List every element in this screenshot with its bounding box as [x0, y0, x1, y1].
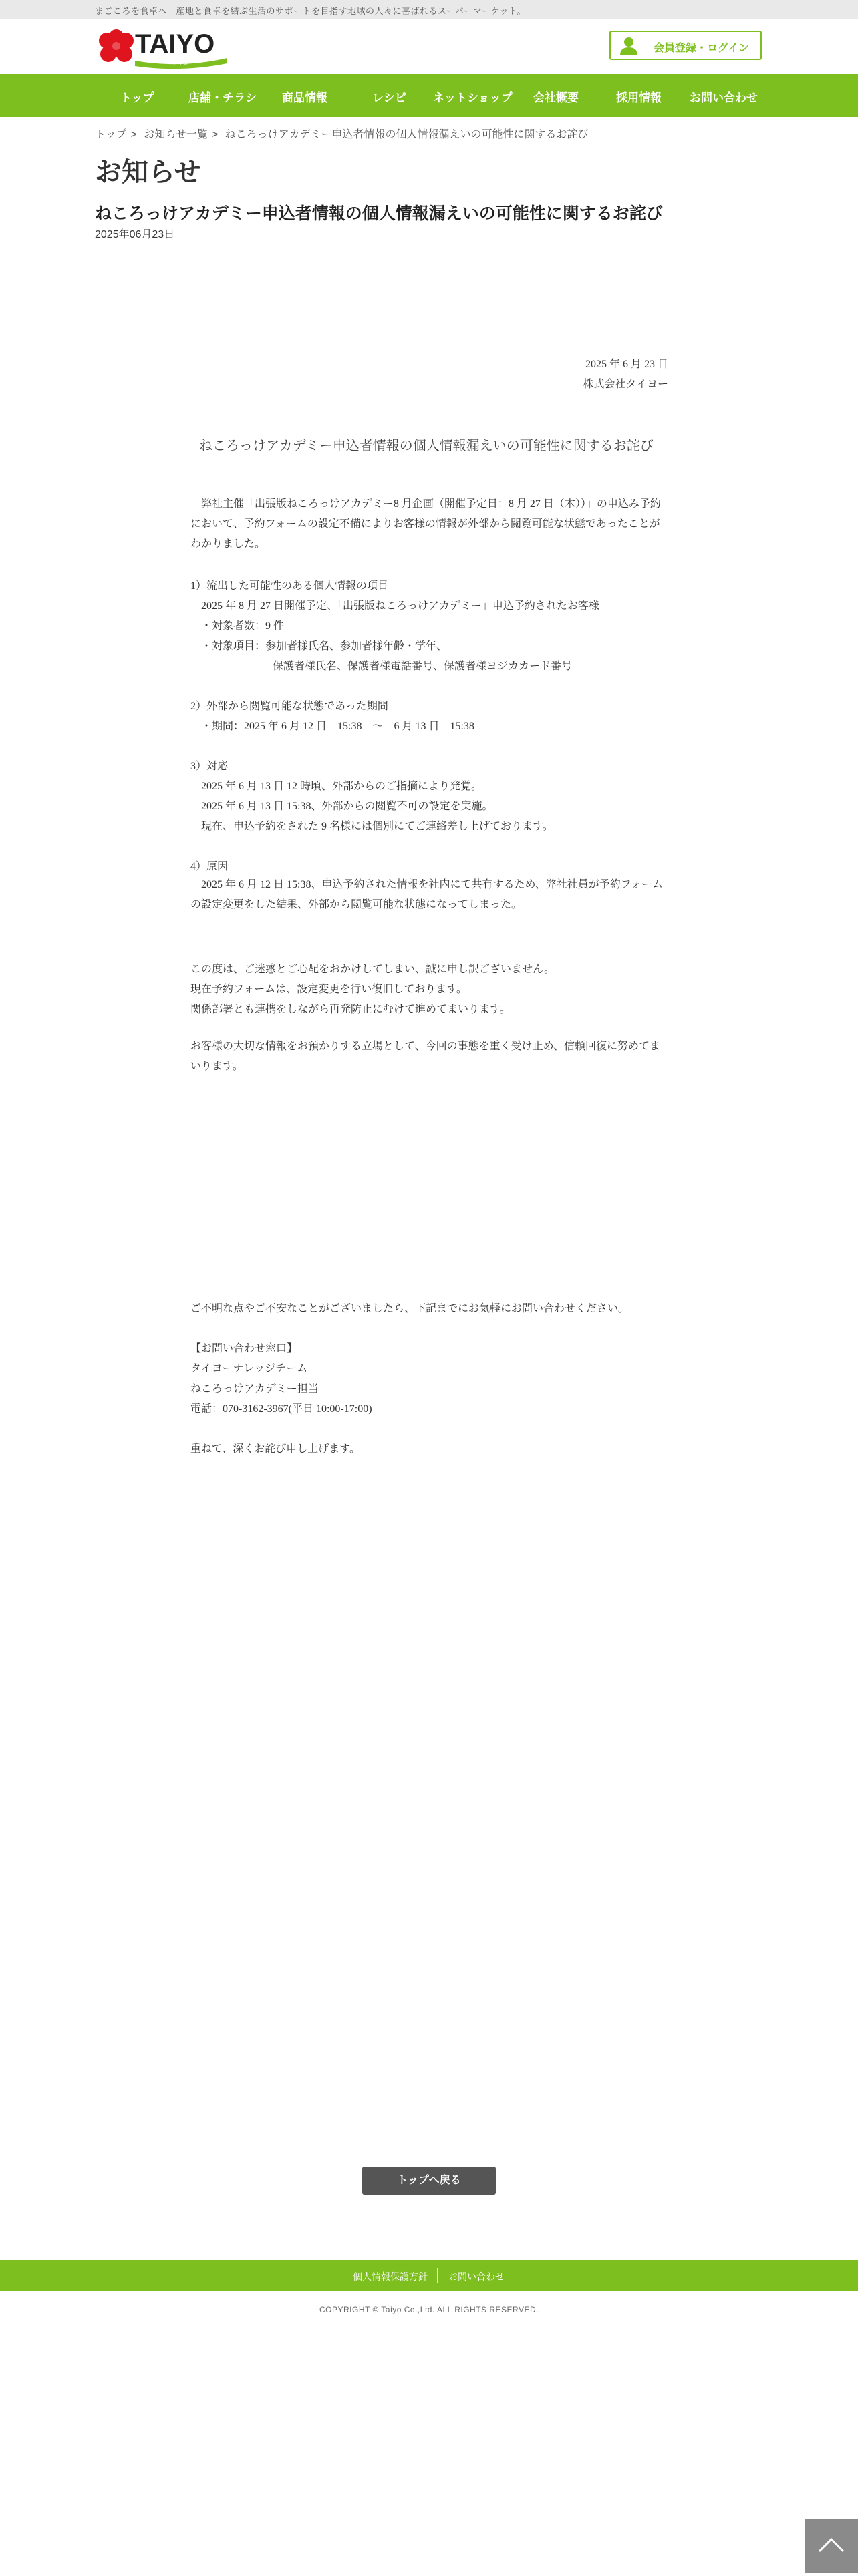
contact-heading: 【お問い合わせ窓口】 [190, 1343, 298, 1354]
nav-item-net-shop[interactable]: ネットショップ [433, 91, 513, 104]
section1-heading: 1）流出した可能性のある個人情報の項目 [190, 580, 389, 592]
nav-item-products[interactable]: 商品情報 [282, 91, 327, 104]
letter-company: 株式会社タイヨー [583, 379, 668, 390]
section1-line: 2025 年 8 月 27 日開催予定、「出張版ねころっけアカデミー」申込予約されたお客様 [190, 600, 599, 612]
back-to-top-button[interactable]: トップへ戻る [362, 2167, 496, 2195]
section3-line: 現在、申込予約をされた 9 名様には個別にてご連絡差し上げております。 [190, 821, 553, 832]
commitment-paragraph: お客様の大切な情報をお預かりする立場として、今回の事態を重く受け止め、信頼回復に努めてまいります。 [190, 1041, 661, 1072]
letter-subject: ねころっけアカデミー申込者情報の個人情報漏えいの可能性に関するお詫び [199, 439, 654, 453]
breadcrumb-link-news[interactable]: お知らせ一覧 [144, 129, 208, 140]
section2-heading: 2）外部から閲覧可能な状態であった期間 [190, 701, 388, 712]
member-login-label: 会員登録・ログイン [654, 43, 750, 54]
copyright: COPYRIGHT © Taiyo Co.,Ltd. ALL RIGHTS RESERVED. [319, 2305, 539, 2314]
article-title: ねころっけアカデミー申込者情報の個人情報漏えいの可能性に関するお詫び [95, 204, 663, 223]
breadcrumb-current: ねころっけアカデミー申込者情報の個人情報漏えいの可能性に関するお詫び [225, 129, 589, 140]
section1-line: ・対象者数：9 件 [190, 620, 285, 632]
footer-divider [437, 2268, 438, 2283]
nav-item-careers[interactable]: 採用情報 [616, 91, 662, 104]
closing-line: 重ねて、深くお詫び申し上げます。 [190, 1443, 361, 1455]
top-bar [0, 0, 858, 19]
apology-line: 関係部署とも連携をしながら再発防止にむけて進めてまいります。 [190, 1004, 511, 1015]
page-title: お知らせ [95, 158, 201, 187]
section2-line: ・期間：2025 年 6 月 12 日 15:38 ～ 6 月 13 日 15:38 [190, 721, 474, 732]
site-tagline: まごころを食卓へ 産地と食卓を結ぶ生活のサポートを目指す地域の人々に喜ばれるスーパーマーケット。 [95, 6, 526, 16]
section4-paragraph: 2025 年 6 月 12 日 15:38、申込予約された情報を社内にて共有するため、弊社社員が予約フォームの設定変更をした結果、外部から閲覧可能な状態になってしまった。 [190, 879, 664, 910]
section1-line: 保護者様氏名、保護者様電話番号、保護者様ヨジカカード番号 [273, 661, 573, 672]
nav-item-top[interactable]: トップ [120, 91, 154, 104]
contact-dept: ねころっけアカデミー担当 [190, 1383, 319, 1395]
breadcrumb-separator: > [211, 129, 219, 140]
section4-heading: 4）原因 [190, 861, 229, 872]
letter-date: 2025 年 6 月 23 日 [585, 359, 668, 370]
nav-item-recipes[interactable]: レシピ [372, 91, 406, 104]
contact-intro: ご不明な点やご不安なことがございましたら、下記までにお気軽にお問い合わせください。 [190, 1303, 629, 1314]
logo-subtext: タイヨー [172, 60, 194, 66]
breadcrumb-separator: > [130, 129, 137, 140]
apology-line: この度は、ご迷惑とご心配をおかけしてしまい、誠に申し訳ございません。 [190, 964, 555, 975]
global-nav [0, 74, 858, 117]
taiyo-logo[interactable] [94, 26, 234, 70]
breadcrumb [95, 126, 593, 141]
breadcrumb-link-top[interactable]: トップ [95, 129, 127, 140]
contact-phone: 電話：070-3162-3967(平日 10:00-17:00) [190, 1403, 372, 1415]
nav-item-contact[interactable]: お問い合わせ [690, 91, 758, 104]
site-header [0, 19, 858, 74]
section1-line: ・対象項目：参加者様氏名、参加者様年齢・学年、 [190, 640, 448, 652]
intro-paragraph: 弊社主催「出張版ねころっけアカデミー8 月企画（開催予定日：8 月 27 日（木））」の申込み予約において、予約フォームの設定不備によりお客様の情報が外部から閲覧可能な状態であったことがわかりました。 [190, 498, 661, 550]
chevron-up-icon [805, 2519, 858, 2573]
footer-link-privacy[interactable]: 個人情報保護方針 [353, 2271, 428, 2282]
section3-line: 2025 年 6 月 13 日 12 時頃、外部からのご指摘により発覚。 [190, 781, 482, 792]
user-icon [619, 36, 639, 56]
section3-line: 2025 年 6 月 13 日 15:38、外部からの閲覧不可の設定を実施。 [190, 801, 493, 812]
nav-item-company[interactable]: 会社概要 [533, 91, 579, 104]
section3-heading: 3）対応 [190, 761, 229, 772]
contact-team: タイヨーナレッジチーム [190, 1363, 308, 1374]
footer-link-contact[interactable]: お問い合わせ [448, 2271, 505, 2282]
logo-mark-icon [99, 29, 134, 62]
footer-nav [0, 2260, 858, 2291]
page-top-button[interactable] [805, 2519, 858, 2573]
article-date: 2025年06月23日 [95, 229, 175, 240]
apology-line: 現在予約フォームは、設定変更を行い復旧しております。 [190, 984, 467, 995]
logo-text: TAIYO [135, 29, 215, 59]
member-login-button[interactable] [609, 31, 762, 60]
nav-item-stores-flyers[interactable]: 店舗・チラシ [188, 91, 257, 104]
